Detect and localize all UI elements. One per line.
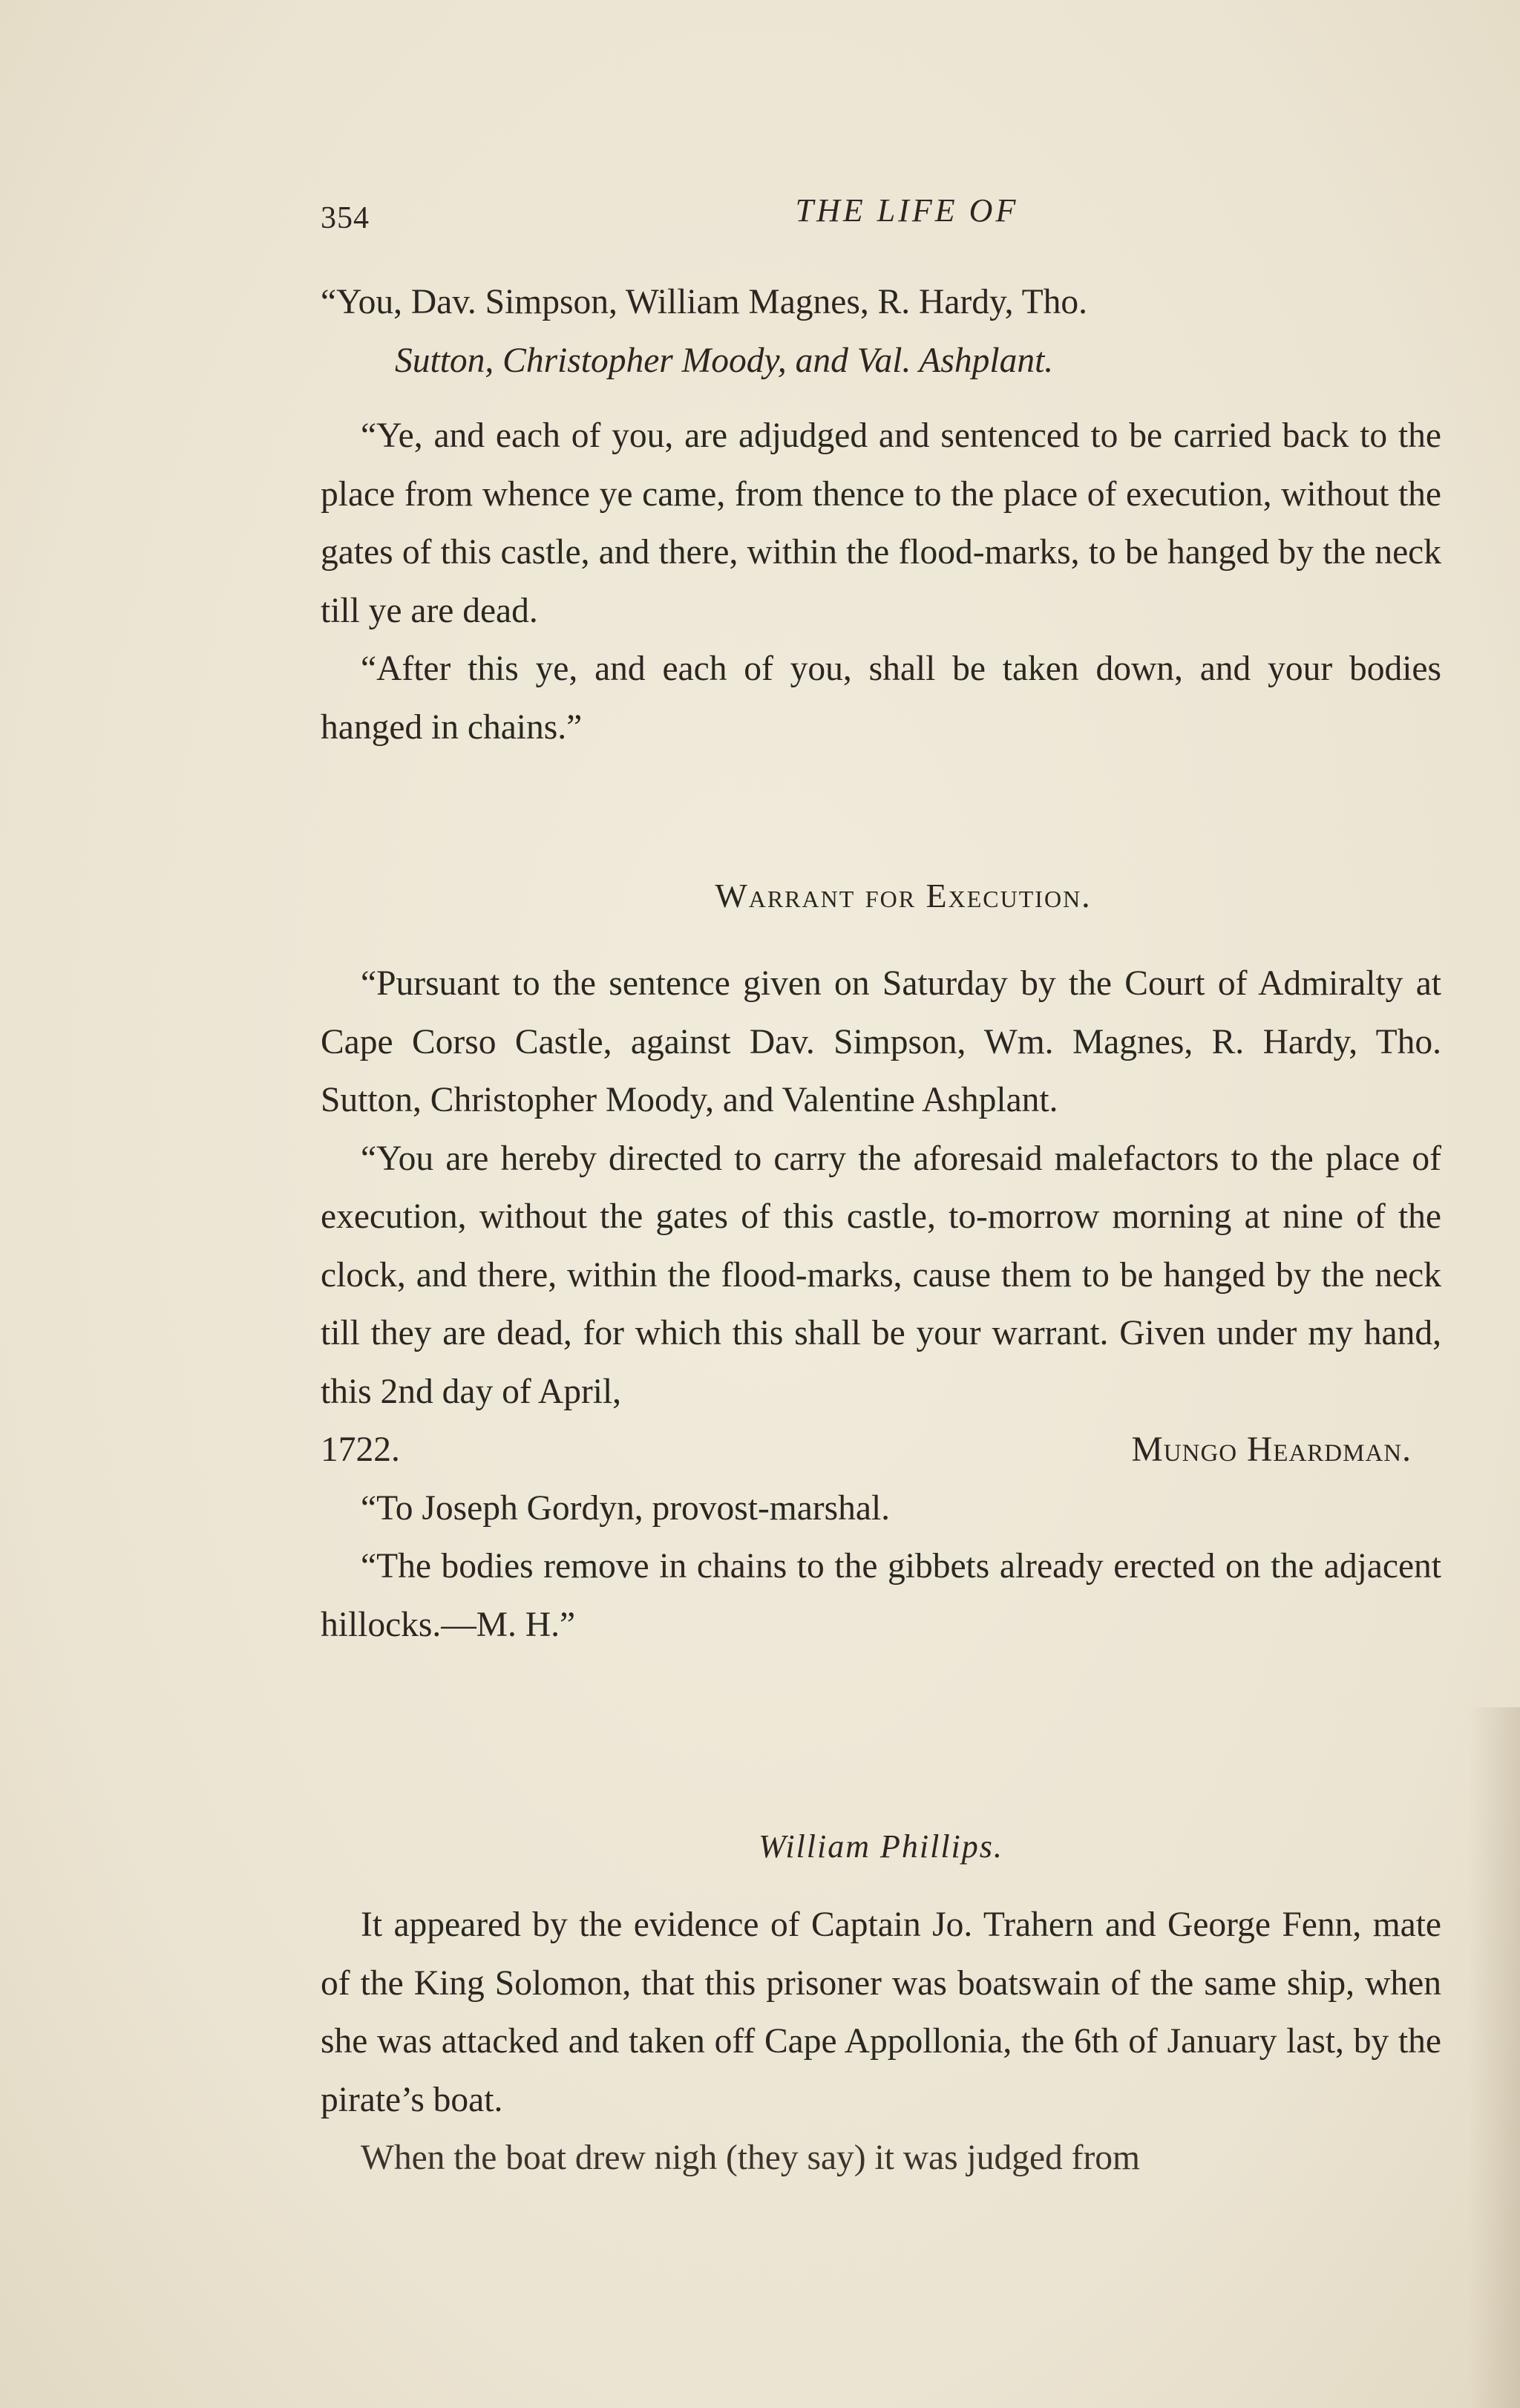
addressee-line-2: Sutton, Christopher Moody, and Val. Ashplant. (395, 341, 1054, 380)
signer-name: Mungo Heardman. (1131, 1430, 1412, 1469)
page-edge-shadow (1468, 1707, 1520, 2408)
sentence-paragraph-1: “Ye, and each of you, are adjudged and sentenced to be carried back to the place from whence ye came, from thence to the place of execution, without the gates of this castle, and there, within the flood-marks, to be hanged by the neck till ye are dead. (321, 416, 1441, 630)
warrant-text (321, 955, 1441, 1654)
page-number: 354 (321, 201, 370, 235)
warrant-heading: Warrant for Execution. (715, 877, 1092, 915)
signature-line (321, 1421, 1441, 1479)
phillips-heading: William Phillips. (759, 1828, 1003, 1865)
running-head (321, 192, 1441, 243)
sentence-text (321, 407, 1441, 756)
warrant-paragraph-4: “The bodies remove in chains to the gibbets already erected on the adjacent hillocks.—M. H.” (321, 1547, 1441, 1644)
running-title: THE LIFE OF (795, 192, 1019, 229)
phillips-paragraph-1: It appeared by the evidence of Captain Jo. Trahern and George Fenn, mate of the King Solomon, that this prisoner was boatswain of the same ship, when she was attacked and taken off Cape Appollonia, the 6th of January last, by the pirate’s boat. (321, 1905, 1441, 2119)
phillips-paragraph-2: When the boat drew nigh (they say) it was judged from (361, 2139, 1140, 2177)
warrant-paragraph-3: “To Joseph Gordyn, provost-marshal. (361, 1488, 891, 1528)
warrant-paragraph-1: “Pursuant to the sentence given on Saturday by the Court of Admiralty at Cape Corso Castle, against Dav. Simpson, Wm. Magnes, R. Hardy, Tho. Sutton, Christopher Moody, and Valentine Ashplant. (321, 964, 1441, 1119)
addressee-line-1: “You, Dav. Simpson, William Magnes, R. Hardy, Tho. (321, 283, 1087, 321)
phillips-text (321, 1896, 1441, 2188)
sentence-paragraph-2: “After this ye, and each of you, shall be taken down, and your bodies hanged in chains.” (321, 650, 1441, 747)
warrant-year: 1722. (321, 1430, 400, 1469)
warrant-paragraph-2: “You are hereby directed to carry the aforesaid malefactors to the place of execution, without the gates of this castle, to-morrow morning at nine of the clock, and there, within the flood-marks, cause them to be hanged by the neck till they are dead, for which this shall be your warrant. Given under my hand, this 2nd day of April, (321, 1139, 1441, 1411)
addressee-list (321, 273, 1441, 390)
